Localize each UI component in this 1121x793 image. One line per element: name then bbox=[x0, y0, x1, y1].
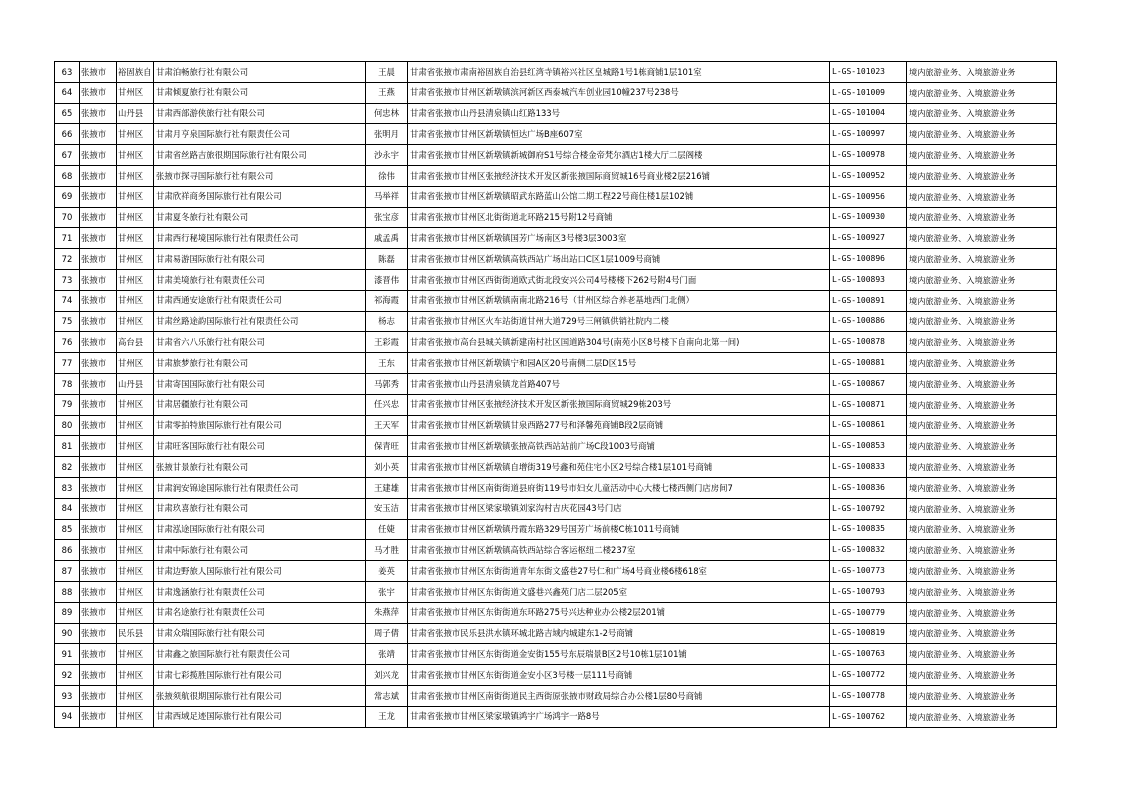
business-scope-cell: 境内旅游业务、入境旅游业务 bbox=[907, 602, 1057, 623]
company-name-cell: 甘肃倾夏旅行社有限公司 bbox=[154, 82, 366, 103]
business-scope-cell: 境内旅游业务、入境旅游业务 bbox=[907, 415, 1057, 436]
company-name-cell: 甘肃美境旅行社有限责任公司 bbox=[154, 269, 366, 290]
county-cell: 甘州区 bbox=[117, 165, 154, 186]
table-row bbox=[55, 602, 1057, 623]
city-cell: 张掖市 bbox=[80, 290, 117, 311]
business-scope-cell: 境内旅游业务、入境旅游业务 bbox=[907, 623, 1057, 644]
table-row bbox=[55, 477, 1057, 498]
contact-person-cell: 周子倩 bbox=[366, 623, 408, 644]
row-number-cell: 81 bbox=[55, 436, 80, 457]
address-cell: 甘肃省张掖市甘州区新墩镇高铁西站广场出站口C区1层1009号商铺 bbox=[408, 249, 830, 270]
address-cell: 甘肃省张掖市甘州区新墩镇张掖高铁西站站前广场C段1003号商铺 bbox=[408, 436, 830, 457]
county-cell: 甘州区 bbox=[117, 228, 154, 249]
city-cell: 张掖市 bbox=[80, 581, 117, 602]
license-code-cell: L-GS-100978 bbox=[830, 145, 907, 166]
row-number-cell: 80 bbox=[55, 415, 80, 436]
contact-person-cell: 祁海霞 bbox=[366, 290, 408, 311]
table-row bbox=[55, 332, 1057, 353]
license-code-cell: L-GS-100773 bbox=[830, 561, 907, 582]
city-cell: 张掖市 bbox=[80, 415, 117, 436]
county-cell: 甘州区 bbox=[117, 540, 154, 561]
city-cell: 张掖市 bbox=[80, 665, 117, 686]
business-scope-cell: 境内旅游业务、入境旅游业务 bbox=[907, 332, 1057, 353]
table-row bbox=[55, 124, 1057, 145]
county-cell: 甘州区 bbox=[117, 290, 154, 311]
company-name-cell: 甘肃玖喜旅行社有限公司 bbox=[154, 498, 366, 519]
license-code-cell: L-GS-100867 bbox=[830, 373, 907, 394]
license-code-cell: L-GS-100853 bbox=[830, 436, 907, 457]
table-row bbox=[55, 82, 1057, 103]
table-row bbox=[55, 207, 1057, 228]
contact-person-cell: 任婕 bbox=[366, 519, 408, 540]
contact-person-cell: 保青旺 bbox=[366, 436, 408, 457]
business-scope-cell: 境内旅游业务、入境旅游业务 bbox=[907, 540, 1057, 561]
table-row bbox=[55, 561, 1057, 582]
county-cell: 甘州区 bbox=[117, 706, 154, 727]
table-row bbox=[55, 353, 1057, 374]
license-code-cell: L-GS-100778 bbox=[830, 685, 907, 706]
row-number-cell: 64 bbox=[55, 82, 80, 103]
address-cell: 甘肃省张掖市民乐县洪水镇环城北路吉域内城建东1-2号商铺 bbox=[408, 623, 830, 644]
county-cell: 甘州区 bbox=[117, 519, 154, 540]
address-cell: 甘肃省张掖市甘州区东街街道东环路275号兴达种业办公楼2层201铺 bbox=[408, 602, 830, 623]
company-name-cell: 甘肃七彩揽胜国际旅行社有限公司 bbox=[154, 665, 366, 686]
city-cell: 张掖市 bbox=[80, 145, 117, 166]
city-cell: 张掖市 bbox=[80, 207, 117, 228]
county-cell: 甘州区 bbox=[117, 665, 154, 686]
city-cell: 张掖市 bbox=[80, 165, 117, 186]
company-name-cell: 甘肃边野旅人国际旅行社有限公司 bbox=[154, 561, 366, 582]
table-row bbox=[55, 103, 1057, 124]
license-code-cell: L-GS-100861 bbox=[830, 415, 907, 436]
row-number-cell: 63 bbox=[55, 62, 80, 83]
county-cell: 高台县 bbox=[117, 332, 154, 353]
table-body bbox=[55, 62, 1057, 728]
contact-person-cell: 陈磊 bbox=[366, 249, 408, 270]
license-code-cell: L-GS-100893 bbox=[830, 269, 907, 290]
business-scope-cell: 境内旅游业务、入境旅游业务 bbox=[907, 165, 1057, 186]
address-cell: 甘肃省张掖市高台县城关镇新建南村社区国道路304号(南苑小区8号楼下自南向北第一间) bbox=[408, 332, 830, 353]
county-cell: 山丹县 bbox=[117, 103, 154, 124]
row-number-cell: 83 bbox=[55, 477, 80, 498]
company-name-cell: 甘肃欣祥商务国际旅行社有限公司 bbox=[154, 186, 366, 207]
county-cell: 甘州区 bbox=[117, 477, 154, 498]
company-name-cell: 甘肃泊畅旅行社有限公司 bbox=[154, 62, 366, 83]
row-number-cell: 88 bbox=[55, 581, 80, 602]
business-scope-cell: 境内旅游业务、入境旅游业务 bbox=[907, 373, 1057, 394]
license-code-cell: L-GS-100891 bbox=[830, 290, 907, 311]
contact-person-cell: 姜英 bbox=[366, 561, 408, 582]
row-number-cell: 90 bbox=[55, 623, 80, 644]
business-scope-cell: 境内旅游业务、入境旅游业务 bbox=[907, 228, 1057, 249]
table-row bbox=[55, 519, 1057, 540]
city-cell: 张掖市 bbox=[80, 332, 117, 353]
row-number-cell: 85 bbox=[55, 519, 80, 540]
table-row bbox=[55, 165, 1057, 186]
license-code-cell: L-GS-100772 bbox=[830, 665, 907, 686]
county-cell: 甘州区 bbox=[117, 269, 154, 290]
address-cell: 甘肃省张掖市甘州区新墩镇新城御府S1号综合楼金帝梵尔酒店1楼大厅二层阁楼 bbox=[408, 145, 830, 166]
license-code-cell: L-GS-100871 bbox=[830, 394, 907, 415]
table-row bbox=[55, 186, 1057, 207]
table-row bbox=[55, 457, 1057, 478]
contact-person-cell: 张宇 bbox=[366, 581, 408, 602]
city-cell: 张掖市 bbox=[80, 186, 117, 207]
city-cell: 张掖市 bbox=[80, 706, 117, 727]
contact-person-cell: 张宝彦 bbox=[366, 207, 408, 228]
address-cell: 甘肃省张掖市甘州区新墩镇丹霞东路329号国芳广场前楼C栋1011号商铺 bbox=[408, 519, 830, 540]
address-cell: 甘肃省张掖市甘州区东街街道青年东街文盛巷27号仁和广场4号商业楼6楼618室 bbox=[408, 561, 830, 582]
contact-person-cell: 王彩霞 bbox=[366, 332, 408, 353]
license-code-cell: L-GS-100762 bbox=[830, 706, 907, 727]
row-number-cell: 94 bbox=[55, 706, 80, 727]
address-cell: 甘肃省张掖市甘州区火车站街道甘州大道729号三闸镇供销社院内二楼 bbox=[408, 311, 830, 332]
contact-person-cell: 刘小英 bbox=[366, 457, 408, 478]
row-number-cell: 71 bbox=[55, 228, 80, 249]
contact-person-cell: 刘兴龙 bbox=[366, 665, 408, 686]
row-number-cell: 87 bbox=[55, 561, 80, 582]
city-cell: 张掖市 bbox=[80, 602, 117, 623]
address-cell: 甘肃省张掖市山丹县清泉镇龙首路407号 bbox=[408, 373, 830, 394]
city-cell: 张掖市 bbox=[80, 249, 117, 270]
license-code-cell: L-GS-100896 bbox=[830, 249, 907, 270]
contact-person-cell: 王建雄 bbox=[366, 477, 408, 498]
county-cell: 甘州区 bbox=[117, 436, 154, 457]
county-cell: 甘州区 bbox=[117, 124, 154, 145]
county-cell: 甘州区 bbox=[117, 498, 154, 519]
business-scope-cell: 境内旅游业务、入境旅游业务 bbox=[907, 706, 1057, 727]
address-cell: 甘肃省张掖市甘州区东街街道金安街155号东辰瑞景B区2号10栋1层101铺 bbox=[408, 644, 830, 665]
city-cell: 张掖市 bbox=[80, 311, 117, 332]
license-code-cell: L-GS-100836 bbox=[830, 477, 907, 498]
business-scope-cell: 境内旅游业务、入境旅游业务 bbox=[907, 124, 1057, 145]
business-scope-cell: 境内旅游业务、入境旅游业务 bbox=[907, 644, 1057, 665]
company-name-cell: 甘肃夏冬旅行社有限公司 bbox=[154, 207, 366, 228]
row-number-cell: 79 bbox=[55, 394, 80, 415]
business-scope-cell: 境内旅游业务、入境旅游业务 bbox=[907, 353, 1057, 374]
license-code-cell: L-GS-100833 bbox=[830, 457, 907, 478]
business-scope-cell: 境内旅游业务、入境旅游业务 bbox=[907, 186, 1057, 207]
company-name-cell: 甘肃月亨泉国际旅行社有限责任公司 bbox=[154, 124, 366, 145]
license-code-cell: L-GS-100835 bbox=[830, 519, 907, 540]
city-cell: 张掖市 bbox=[80, 394, 117, 415]
contact-person-cell: 常志斌 bbox=[366, 685, 408, 706]
city-cell: 张掖市 bbox=[80, 353, 117, 374]
city-cell: 张掖市 bbox=[80, 561, 117, 582]
table-row bbox=[55, 685, 1057, 706]
address-cell: 甘肃省张掖市甘州区西街街道欧式街北段安兴公司4号楼楼下262号附4号门面 bbox=[408, 269, 830, 290]
address-cell: 甘肃省张掖市甘州区新墩镇宁和园A区20号南侧二层D区15号 bbox=[408, 353, 830, 374]
county-cell: 甘州区 bbox=[117, 561, 154, 582]
contact-person-cell: 王天军 bbox=[366, 415, 408, 436]
address-cell: 甘肃省张掖市肃南裕固族自治县红湾寺镇裕兴社区皇城路1号1栋商铺1层101室 bbox=[408, 62, 830, 83]
address-cell: 甘肃省张掖市甘州区新墩镇高铁西站综合客运枢纽二楼237室 bbox=[408, 540, 830, 561]
company-name-cell: 甘肃居疆旅行社有限公司 bbox=[154, 394, 366, 415]
table-row bbox=[55, 415, 1057, 436]
address-cell: 甘肃省张掖市甘州区新墩镇甘泉西路277号和泽馨苑商铺B段2层商铺 bbox=[408, 415, 830, 436]
county-cell: 甘州区 bbox=[117, 145, 154, 166]
row-number-cell: 67 bbox=[55, 145, 80, 166]
contact-person-cell: 何忠林 bbox=[366, 103, 408, 124]
address-cell: 甘肃省张掖市甘州区南街街道民主西街原张掖市财政局综合办公楼1层80号商铺 bbox=[408, 685, 830, 706]
agency-table bbox=[54, 61, 1057, 728]
row-number-cell: 84 bbox=[55, 498, 80, 519]
table-row bbox=[55, 644, 1057, 665]
city-cell: 张掖市 bbox=[80, 82, 117, 103]
company-name-cell: 甘肃西域足迹国际旅行社有限公司 bbox=[154, 706, 366, 727]
row-number-cell: 66 bbox=[55, 124, 80, 145]
contact-person-cell: 朱燕萍 bbox=[366, 602, 408, 623]
company-name-cell: 甘肃旅梦旅行社有限公司 bbox=[154, 353, 366, 374]
table-row bbox=[55, 249, 1057, 270]
row-number-cell: 78 bbox=[55, 373, 80, 394]
company-name-cell: 甘肃鑫之旅国际旅行社有限责任公司 bbox=[154, 644, 366, 665]
address-cell: 甘肃省张掖市甘州区新墩镇南南北路216号（甘州区综合养老基地西门北侧） bbox=[408, 290, 830, 311]
table-row bbox=[55, 311, 1057, 332]
company-name-cell: 张掖须航很期国际旅行社有限公司 bbox=[154, 685, 366, 706]
address-cell: 甘肃省张掖市甘州区张掖经济技术开发区新张掖国际商贸城29栋203号 bbox=[408, 394, 830, 415]
contact-person-cell: 马才胜 bbox=[366, 540, 408, 561]
address-cell: 甘肃省张掖市甘州区新墩镇恒达广场B座607室 bbox=[408, 124, 830, 145]
company-name-cell: 甘肃易游国际旅行社有限公司 bbox=[154, 249, 366, 270]
license-code-cell: L-GS-100819 bbox=[830, 623, 907, 644]
county-cell: 甘州区 bbox=[117, 207, 154, 228]
license-code-cell: L-GS-100881 bbox=[830, 353, 907, 374]
company-name-cell: 甘肃省六八乐旅行社有限公司 bbox=[154, 332, 366, 353]
row-number-cell: 92 bbox=[55, 665, 80, 686]
company-name-cell: 甘肃泓途国际旅行社有限公司 bbox=[154, 519, 366, 540]
contact-person-cell: 王燕 bbox=[366, 82, 408, 103]
contact-person-cell: 安玉洁 bbox=[366, 498, 408, 519]
address-cell: 甘肃省张掖市甘州区新墩镇昭武东路蓝山公馆二期工程22号商住楼1层102铺 bbox=[408, 186, 830, 207]
contact-person-cell: 张明月 bbox=[366, 124, 408, 145]
agency-registry-table bbox=[54, 61, 1056, 728]
county-cell: 甘州区 bbox=[117, 644, 154, 665]
table-row bbox=[55, 145, 1057, 166]
license-code-cell: L-GS-100930 bbox=[830, 207, 907, 228]
business-scope-cell: 境内旅游业务、入境旅游业务 bbox=[907, 561, 1057, 582]
table-row bbox=[55, 623, 1057, 644]
license-code-cell: L-GS-100997 bbox=[830, 124, 907, 145]
city-cell: 张掖市 bbox=[80, 228, 117, 249]
company-name-cell: 甘肃名途旅行社有限责任公司 bbox=[154, 602, 366, 623]
county-cell: 甘州区 bbox=[117, 581, 154, 602]
table-row bbox=[55, 62, 1057, 83]
row-number-cell: 93 bbox=[55, 685, 80, 706]
address-cell: 甘肃省张掖市甘州区梁家墩镇刘家沟村吉庆花园43号门店 bbox=[408, 498, 830, 519]
row-number-cell: 72 bbox=[55, 249, 80, 270]
table-row bbox=[55, 373, 1057, 394]
city-cell: 张掖市 bbox=[80, 519, 117, 540]
county-cell: 甘州区 bbox=[117, 249, 154, 270]
city-cell: 张掖市 bbox=[80, 457, 117, 478]
business-scope-cell: 境内旅游业务、入境旅游业务 bbox=[907, 665, 1057, 686]
table-row bbox=[55, 540, 1057, 561]
company-name-cell: 甘肃寄国国际旅行社有限公司 bbox=[154, 373, 366, 394]
business-scope-cell: 境内旅游业务、入境旅游业务 bbox=[907, 477, 1057, 498]
row-number-cell: 82 bbox=[55, 457, 80, 478]
city-cell: 张掖市 bbox=[80, 436, 117, 457]
license-code-cell: L-GS-100878 bbox=[830, 332, 907, 353]
company-name-cell: 甘肃西部游侠旅行社有限公司 bbox=[154, 103, 366, 124]
contact-person-cell: 沙永宇 bbox=[366, 145, 408, 166]
city-cell: 张掖市 bbox=[80, 373, 117, 394]
address-cell: 甘肃省张掖市甘州区新墩镇国芳广场南区3号楼3层3003室 bbox=[408, 228, 830, 249]
license-code-cell: L-GS-101004 bbox=[830, 103, 907, 124]
address-cell: 甘肃省张掖市甘州区新墩镇自增街319号鑫和苑住宅小区2号综合楼1层101号商铺 bbox=[408, 457, 830, 478]
company-name-cell: 甘肃逸涵旅行社有限责任公司 bbox=[154, 581, 366, 602]
company-name-cell: 甘肃丝路途韵国际旅行社有限责任公司 bbox=[154, 311, 366, 332]
license-code-cell: L-GS-100927 bbox=[830, 228, 907, 249]
table-row bbox=[55, 290, 1057, 311]
business-scope-cell: 境内旅游业务、入境旅游业务 bbox=[907, 207, 1057, 228]
company-name-cell: 甘肃众瑞国际旅行社有限公司 bbox=[154, 623, 366, 644]
business-scope-cell: 境内旅游业务、入境旅游业务 bbox=[907, 103, 1057, 124]
table-row bbox=[55, 665, 1057, 686]
business-scope-cell: 境内旅游业务、入境旅游业务 bbox=[907, 394, 1057, 415]
business-scope-cell: 境内旅游业务、入境旅游业务 bbox=[907, 145, 1057, 166]
license-code-cell: L-GS-100956 bbox=[830, 186, 907, 207]
license-code-cell: L-GS-100886 bbox=[830, 311, 907, 332]
company-name-cell: 张掖市探寻国际旅行社有限公司 bbox=[154, 165, 366, 186]
address-cell: 甘肃省张掖市甘州区东街街道文盛巷兴鑫苑门店二层205室 bbox=[408, 581, 830, 602]
table-row bbox=[55, 498, 1057, 519]
address-cell: 甘肃省张掖市甘州区张掖经济技术开发区新张掖国际商贸城16号商业楼2层216铺 bbox=[408, 165, 830, 186]
county-cell: 甘州区 bbox=[117, 311, 154, 332]
table-row bbox=[55, 706, 1057, 727]
business-scope-cell: 境内旅游业务、入境旅游业务 bbox=[907, 82, 1057, 103]
business-scope-cell: 境内旅游业务、入境旅游业务 bbox=[907, 269, 1057, 290]
business-scope-cell: 境内旅游业务、入境旅游业务 bbox=[907, 685, 1057, 706]
row-number-cell: 68 bbox=[55, 165, 80, 186]
county-cell: 甘州区 bbox=[117, 602, 154, 623]
county-cell: 甘州区 bbox=[117, 82, 154, 103]
row-number-cell: 91 bbox=[55, 644, 80, 665]
city-cell: 张掖市 bbox=[80, 498, 117, 519]
company-name-cell: 甘肃西行秘境国际旅行社有限责任公司 bbox=[154, 228, 366, 249]
license-code-cell: L-GS-100779 bbox=[830, 602, 907, 623]
county-cell: 甘州区 bbox=[117, 685, 154, 706]
county-cell: 甘州区 bbox=[117, 457, 154, 478]
county-cell: 甘州区 bbox=[117, 415, 154, 436]
license-code-cell: L-GS-100952 bbox=[830, 165, 907, 186]
company-name-cell: 甘肃西通安途旅行社有限责任公司 bbox=[154, 290, 366, 311]
address-cell: 甘肃省张掖市甘州区南街街道县府街119号市妇女儿童活动中心大楼七楼西侧门店房间7 bbox=[408, 477, 830, 498]
contact-person-cell: 任兴忠 bbox=[366, 394, 408, 415]
county-cell: 甘州区 bbox=[117, 353, 154, 374]
row-number-cell: 70 bbox=[55, 207, 80, 228]
contact-person-cell: 王龙 bbox=[366, 706, 408, 727]
business-scope-cell: 境内旅游业务、入境旅游业务 bbox=[907, 519, 1057, 540]
table-row bbox=[55, 269, 1057, 290]
city-cell: 张掖市 bbox=[80, 540, 117, 561]
city-cell: 张掖市 bbox=[80, 269, 117, 290]
city-cell: 张掖市 bbox=[80, 103, 117, 124]
city-cell: 张掖市 bbox=[80, 644, 117, 665]
business-scope-cell: 境内旅游业务、入境旅游业务 bbox=[907, 249, 1057, 270]
company-name-cell: 甘肃中际旅行社有限公司 bbox=[154, 540, 366, 561]
row-number-cell: 75 bbox=[55, 311, 80, 332]
row-number-cell: 74 bbox=[55, 290, 80, 311]
city-cell: 张掖市 bbox=[80, 124, 117, 145]
license-code-cell: L-GS-100832 bbox=[830, 540, 907, 561]
contact-person-cell: 王晨 bbox=[366, 62, 408, 83]
business-scope-cell: 境内旅游业务、入境旅游业务 bbox=[907, 436, 1057, 457]
row-number-cell: 65 bbox=[55, 103, 80, 124]
contact-person-cell: 马郭秀 bbox=[366, 373, 408, 394]
license-code-cell: L-GS-100792 bbox=[830, 498, 907, 519]
row-number-cell: 86 bbox=[55, 540, 80, 561]
city-cell: 张掖市 bbox=[80, 477, 117, 498]
company-name-cell: 甘肃省丝路吉旅很期国际旅行社有限公司 bbox=[154, 145, 366, 166]
county-cell: 甘州区 bbox=[117, 186, 154, 207]
county-cell: 山丹县 bbox=[117, 373, 154, 394]
row-number-cell: 73 bbox=[55, 269, 80, 290]
license-code-cell: L-GS-101023 bbox=[830, 62, 907, 83]
company-name-cell: 甘肃润安锦途国际旅行社有限责任公司 bbox=[154, 477, 366, 498]
table-row bbox=[55, 394, 1057, 415]
row-number-cell: 76 bbox=[55, 332, 80, 353]
table-row bbox=[55, 581, 1057, 602]
company-name-cell: 甘肃零拍特旅国际旅行社有限公司 bbox=[154, 415, 366, 436]
row-number-cell: 69 bbox=[55, 186, 80, 207]
county-cell: 裕固族自 bbox=[117, 62, 154, 83]
address-cell: 甘肃省张掖市甘州区新墩镇滨河新区西泰城汽车创业园10幢237号238号 bbox=[408, 82, 830, 103]
address-cell: 甘肃省张掖市甘州区梁家墩镇鸿宇广场鸿宇一路8号 bbox=[408, 706, 830, 727]
contact-person-cell: 马举祥 bbox=[366, 186, 408, 207]
city-cell: 张掖市 bbox=[80, 623, 117, 644]
table-row bbox=[55, 228, 1057, 249]
contact-person-cell: 漆晋伟 bbox=[366, 269, 408, 290]
license-code-cell: L-GS-100793 bbox=[830, 581, 907, 602]
business-scope-cell: 境内旅游业务、入境旅游业务 bbox=[907, 290, 1057, 311]
row-number-cell: 77 bbox=[55, 353, 80, 374]
city-cell: 张掖市 bbox=[80, 62, 117, 83]
business-scope-cell: 境内旅游业务、入境旅游业务 bbox=[907, 311, 1057, 332]
address-cell: 甘肃省张掖市山丹县清泉镇山红路133号 bbox=[408, 103, 830, 124]
address-cell: 甘肃省张掖市甘州区北街街道北环路215号附12号商铺 bbox=[408, 207, 830, 228]
county-cell: 民乐县 bbox=[117, 623, 154, 644]
contact-person-cell: 杨志 bbox=[366, 311, 408, 332]
county-cell: 甘州区 bbox=[117, 394, 154, 415]
business-scope-cell: 境内旅游业务、入境旅游业务 bbox=[907, 457, 1057, 478]
contact-person-cell: 徐伟 bbox=[366, 165, 408, 186]
license-code-cell: L-GS-100763 bbox=[830, 644, 907, 665]
address-cell: 甘肃省张掖市甘州区东街街道金安小区3号楼一层111号商铺 bbox=[408, 665, 830, 686]
license-code-cell: L-GS-101009 bbox=[830, 82, 907, 103]
company-name-cell: 甘肃旺客国际旅行社有限公司 bbox=[154, 436, 366, 457]
business-scope-cell: 境内旅游业务、入境旅游业务 bbox=[907, 62, 1057, 83]
contact-person-cell: 张靖 bbox=[366, 644, 408, 665]
city-cell: 张掖市 bbox=[80, 685, 117, 706]
business-scope-cell: 境内旅游业务、入境旅游业务 bbox=[907, 498, 1057, 519]
table-row bbox=[55, 436, 1057, 457]
row-number-cell: 89 bbox=[55, 602, 80, 623]
business-scope-cell: 境内旅游业务、入境旅游业务 bbox=[907, 581, 1057, 602]
contact-person-cell: 王东 bbox=[366, 353, 408, 374]
contact-person-cell: 戚孟禹 bbox=[366, 228, 408, 249]
company-name-cell: 张掖甘景旅行社有限公司 bbox=[154, 457, 366, 478]
